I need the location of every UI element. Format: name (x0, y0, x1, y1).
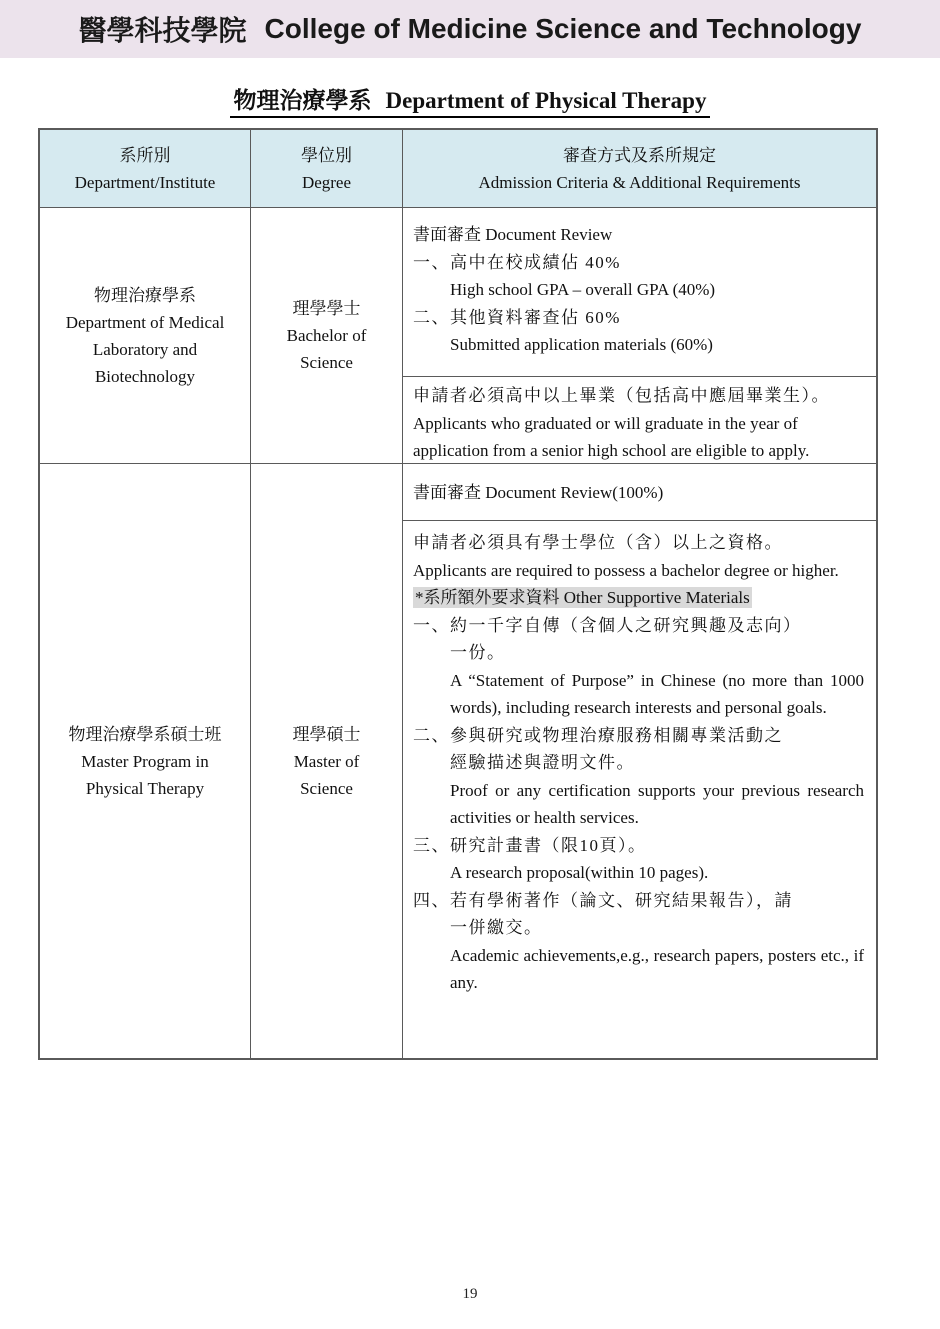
header-department (40, 130, 251, 207)
text-line: Applicants who graduated or will graduate in the year of application from a senior high school are eligible to apply. (413, 413, 810, 460)
department-cell (40, 464, 251, 1058)
text-line: 經驗描述與證明文件。 (450, 753, 635, 772)
criteria-cell (403, 464, 876, 521)
text-line: 申請者必須高中以上畢業（包括高中應屆畢業生）。 (413, 386, 830, 405)
degree-name-zh: 理學碩士 (292, 724, 361, 744)
header-department-zh: 系所別 (119, 145, 171, 165)
text-line: Applicants are required to possess a bachelor degree or higher. (413, 560, 839, 580)
table-row-master (40, 464, 876, 1058)
text-line: 申請者必須具有學士學位（含）以上之資格。 (413, 533, 783, 552)
text-line: 一份。 (450, 643, 506, 662)
header-criteria-zh: 審查方式及系所規定 (563, 145, 716, 165)
degree-cell (251, 464, 403, 1058)
text-line: Academic achievements,e.g., research papers, posters etc., if any. (450, 945, 864, 992)
page-number: 19 (462, 1286, 478, 1302)
text-line: 二、參與研究或物理治療服務相關專業活動之 (413, 725, 783, 745)
text-line: 三、研究計畫書（限10頁）。 (413, 835, 647, 855)
text-line: 二、其他資料審查佔 60% (413, 307, 621, 327)
text-line: A research proposal(within 10 pages). (450, 863, 709, 882)
degree-cell (251, 208, 403, 463)
college-name-zh: 醫學科技學院 (78, 15, 247, 46)
header-degree-en: Degree (301, 172, 352, 192)
header-criteria-en: Admission Criteria & Additional Requirements (478, 172, 801, 192)
table-row-bachelor (40, 208, 876, 464)
college-banner (0, 0, 940, 58)
criteria-cell (403, 208, 876, 377)
eligibility-note-cell (403, 377, 876, 463)
department-name-zh: 物理治療學系 (94, 285, 196, 305)
department-name-en: Department of Medical Laboratory and Biotechnology (65, 312, 225, 386)
text-line: A “Statement of Purpose” in Chinese (no more than 1000 words), including research interests and personal goals. (450, 670, 864, 717)
text-line: Submitted application materials (60%) (450, 335, 713, 354)
header-degree-zh: 學位別 (301, 145, 352, 165)
requirements-cell (403, 521, 876, 1058)
college-name-en: College of Medicine Science and Technology (264, 13, 862, 44)
text-line: 一併繳交。 (450, 918, 543, 937)
text-line (413, 584, 864, 612)
page-title (230, 82, 711, 118)
header-degree (251, 130, 403, 207)
department-name-zh: 物理治療學系碩士班 (68, 724, 222, 744)
text-line: Proof or any certification supports your previous research activities or health services. (450, 780, 864, 827)
degree-name-en: Bachelor of Science (286, 326, 367, 372)
degree-name-zh: 理學學士 (292, 299, 361, 318)
text-line: 書面審查 Document Review(100%) (413, 483, 664, 502)
degree-name-en: Master of Science (293, 751, 360, 798)
text-line: 一、約一千字自傳（含個人之研究興趣及志向） (413, 615, 802, 635)
text-line: 一、高中在校成績佔 40% (413, 252, 621, 272)
department-cell (40, 208, 251, 463)
title-row (0, 82, 940, 118)
page-title-zh: 物理治療學系 (233, 88, 372, 113)
page-title-en: Department of Physical Therapy (385, 88, 707, 113)
text-line: 四、若有學術著作（論文、研究結果報告），請 (413, 890, 793, 910)
table-header-row (40, 130, 876, 208)
highlighted-text: *系所額外要求資料 Other Supportive Materials (415, 588, 750, 607)
text-line: High school GPA – overall GPA (40%) (450, 280, 716, 299)
header-department-en: Department/Institute (74, 172, 216, 192)
admissions-table (38, 128, 878, 1060)
header-criteria (403, 130, 876, 207)
department-name-en: Master Program in Physical Therapy (81, 751, 209, 798)
text-line: 書面審查 Document Review (413, 225, 613, 244)
